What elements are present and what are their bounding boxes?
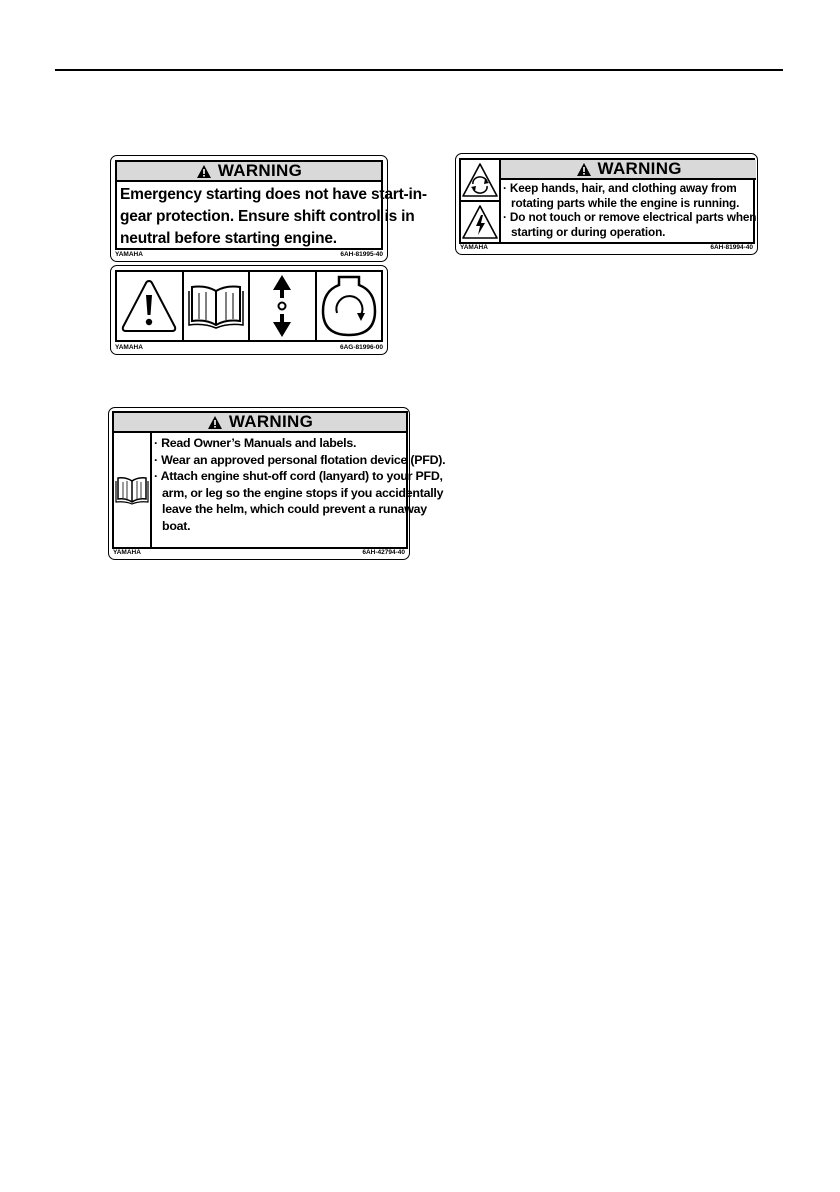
warning-exclamation-icon <box>119 277 179 335</box>
part-number: 6AG-81996-00 <box>340 344 383 351</box>
brand-text: YAMAHA <box>113 549 141 556</box>
shift-arrows-icon <box>267 274 297 338</box>
icon-cell <box>461 160 499 202</box>
warning-line: · Keep hands, hair, and clothing away from <box>503 181 737 195</box>
warning-line: Emergency starting does not have start-in- <box>120 186 427 203</box>
manual-book-icon <box>186 281 246 331</box>
warning-panel <box>459 158 755 244</box>
warning-line: · Do not touch or remove electrical parts when <box>503 210 757 224</box>
icon-column <box>114 433 152 547</box>
warning-line: · Attach engine shut-off cord (lanyard) to your PFD, <box>154 469 443 483</box>
pictogram-panel <box>115 270 383 342</box>
pictogram-cell <box>117 272 184 340</box>
warning-panel <box>112 411 446 549</box>
pictogram-cell <box>184 272 251 340</box>
rotating-part-icon <box>461 162 499 198</box>
icon-column <box>461 160 501 242</box>
warning-line: boat. <box>162 518 191 533</box>
warning-header <box>117 162 381 182</box>
label-footer <box>460 243 753 252</box>
warning-heading: WARNING <box>597 159 682 178</box>
manual-book-icon <box>114 475 150 505</box>
warning-heading: WARNING <box>228 412 314 431</box>
warning-triangle-icon <box>207 415 223 430</box>
owners-manual-warning-label <box>108 407 446 560</box>
warning-header <box>501 160 756 180</box>
warning-line: starting or during operation. <box>511 224 666 239</box>
warning-text <box>501 180 756 239</box>
warning-body-row <box>114 433 446 547</box>
label-footer <box>113 548 405 557</box>
warning-content <box>501 160 756 242</box>
warning-line: neutral before starting engine. <box>120 230 337 247</box>
warning-heading: WARNING <box>217 161 303 180</box>
warning-text <box>152 433 445 547</box>
engine-rotation-icon <box>317 273 381 339</box>
part-number: 6AH-81994-40 <box>710 244 753 251</box>
brand-text: YAMAHA <box>115 344 143 351</box>
emergency-start-warning-label <box>110 155 427 262</box>
header-rule <box>55 69 783 71</box>
brand-text: YAMAHA <box>460 244 488 251</box>
warning-line: gear protection. Ensure shift control is in <box>120 208 415 225</box>
warning-triangle-icon <box>576 162 592 177</box>
electric-shock-icon <box>461 204 499 240</box>
rotating-parts-warning-label <box>455 153 758 255</box>
label-footer <box>115 343 383 352</box>
warning-triangle-icon <box>196 164 212 179</box>
icon-cell <box>461 202 499 242</box>
brand-text: YAMAHA <box>115 251 143 258</box>
label-footer <box>115 250 383 259</box>
part-number: 6AH-81995-40 <box>340 251 383 258</box>
warning-line: · Read Owner’s Manuals and labels. <box>154 436 357 450</box>
pictogram-cell <box>317 272 382 340</box>
warning-line: leave the helm, which could prevent a runaway <box>162 502 427 516</box>
warning-line: rotating parts while the engine is running. <box>511 195 740 210</box>
pictogram-cell <box>250 272 317 340</box>
part-number: 6AH-42794-40 <box>362 549 405 556</box>
warning-panel <box>115 160 427 250</box>
warning-header <box>114 413 406 433</box>
warning-line: · Wear an approved personal flotation device (PFD). <box>154 452 446 467</box>
warning-line: arm, or leg so the engine stops if you accidentally <box>162 485 444 500</box>
pictogram-label <box>110 265 388 355</box>
warning-text <box>117 182 427 250</box>
